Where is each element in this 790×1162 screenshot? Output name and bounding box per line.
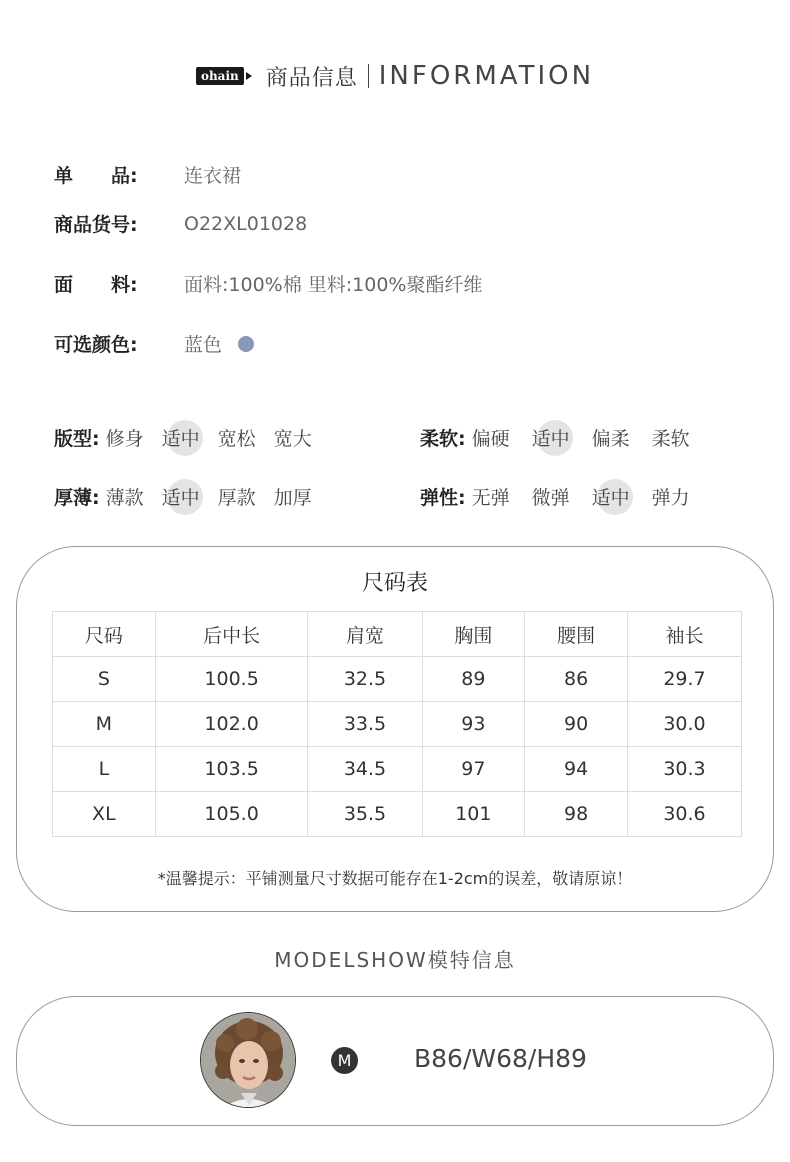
table-header: 袖长 <box>627 612 741 657</box>
model-avatar <box>200 1012 296 1108</box>
table-cell: 86 <box>525 657 628 702</box>
table-cell: 101 <box>422 792 525 837</box>
section-header <box>0 58 790 94</box>
table-row <box>53 657 742 702</box>
attr-option-selected: 适中 <box>592 483 630 510</box>
model-section-title: MODELSHOW模特信息 <box>274 948 516 972</box>
brand-logo <box>196 67 252 85</box>
model-measurements: B86/W68/H89 <box>414 1044 587 1073</box>
info-label: 面 料: <box>54 274 138 296</box>
table-cell: 90 <box>525 702 628 747</box>
attr-label: 弹性: <box>420 487 466 509</box>
table-cell: 103.5 <box>155 747 308 792</box>
attr-option: 微弹 <box>531 487 570 509</box>
table-cell: 105.0 <box>155 792 308 837</box>
attr-option-selected: 适中 <box>162 424 200 451</box>
table-cell: 97 <box>422 747 525 792</box>
info-label: 商品货号: <box>54 214 138 236</box>
play-icon <box>246 72 252 80</box>
info-row-item <box>54 161 241 188</box>
attr-option: 修身 <box>105 428 144 450</box>
header-divider <box>368 64 369 88</box>
table-header: 腰围 <box>525 612 628 657</box>
info-label: 可选颜色: <box>54 334 138 356</box>
attr-option: 薄款 <box>105 487 144 509</box>
size-chart-title: 尺码表 <box>361 571 428 596</box>
color-swatch[interactable] <box>238 336 254 352</box>
model-portrait-image <box>201 1013 296 1108</box>
info-row-color <box>54 330 254 357</box>
table-cell: 35.5 <box>308 792 422 837</box>
table-cell: 30.6 <box>627 792 741 837</box>
table-cell: 100.5 <box>155 657 308 702</box>
attr-softness <box>420 424 708 451</box>
table-cell: 89 <box>422 657 525 702</box>
table-cell: 33.5 <box>308 702 422 747</box>
info-row-fabric <box>54 270 482 297</box>
attr-option: 柔软 <box>651 428 690 450</box>
attr-option-selected: 适中 <box>162 483 200 510</box>
info-value: O22XL01028 <box>184 212 308 235</box>
attr-fit <box>54 424 330 451</box>
table-header: 后中长 <box>155 612 308 657</box>
table-cell: 98 <box>525 792 628 837</box>
attr-option: 偏硬 <box>471 428 510 450</box>
size-chart-note: *温馨提示：平铺测量尺寸数据可能存在1-2cm的误差，敬请原谅！ <box>157 869 633 888</box>
model-card <box>16 996 774 1126</box>
header-title-en: INFORMATION <box>378 61 595 91</box>
attr-option: 偏柔 <box>591 428 630 450</box>
attr-option: 加厚 <box>273 487 312 509</box>
table-row <box>53 792 742 837</box>
table-header: 肩宽 <box>308 612 422 657</box>
table-header-row <box>53 612 742 657</box>
attr-option: 厚款 <box>217 487 256 509</box>
info-value: 连衣裙 <box>184 165 242 187</box>
info-value: 面料:100%棉 里料:100%聚酯纤维 <box>184 274 483 296</box>
table-cell: S <box>53 657 156 702</box>
attr-label: 柔软: <box>420 428 466 450</box>
table-cell: XL <box>53 792 156 837</box>
table-cell: 32.5 <box>308 657 422 702</box>
table-cell: 29.7 <box>627 657 741 702</box>
attr-label: 厚薄: <box>54 487 100 509</box>
attr-elasticity <box>420 483 708 510</box>
table-row <box>53 747 742 792</box>
table-cell: M <box>53 702 156 747</box>
table-header: 尺码 <box>53 612 156 657</box>
info-row-sku <box>54 210 307 237</box>
attr-option: 无弹 <box>471 487 510 509</box>
info-label: 单 品: <box>54 165 138 187</box>
attr-option: 宽松 <box>217 428 256 450</box>
table-cell: 34.5 <box>308 747 422 792</box>
attr-label: 版型: <box>54 428 100 450</box>
table-row <box>53 702 742 747</box>
table-header: 胸围 <box>422 612 525 657</box>
table-cell: 93 <box>422 702 525 747</box>
logo-text: ohain <box>196 67 244 85</box>
info-value: 蓝色 <box>184 334 223 356</box>
header-title-cn: 商品信息 <box>265 65 358 91</box>
size-table <box>52 611 742 837</box>
table-cell: 30.3 <box>627 747 741 792</box>
attr-option: 宽大 <box>273 428 312 450</box>
table-cell: 102.0 <box>155 702 308 747</box>
attr-thickness <box>54 483 330 510</box>
attr-option: 弹力 <box>651 487 690 509</box>
table-cell: 94 <box>525 747 628 792</box>
model-size-badge: M <box>331 1047 358 1074</box>
attr-option-selected: 适中 <box>532 424 570 451</box>
table-cell: 30.0 <box>627 702 741 747</box>
table-cell: L <box>53 747 156 792</box>
